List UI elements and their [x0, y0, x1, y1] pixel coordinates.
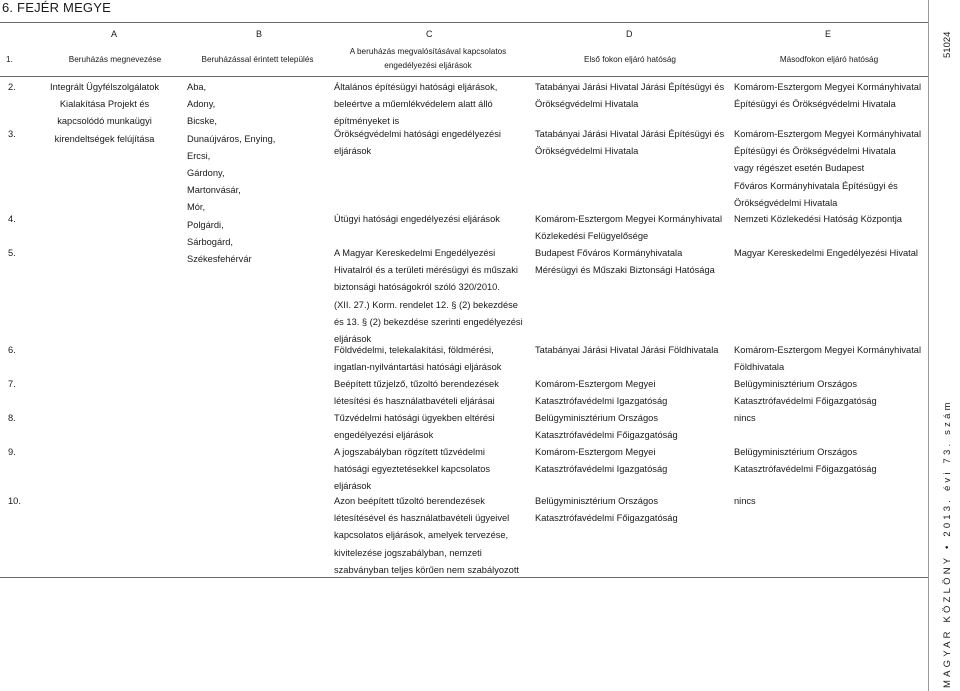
second-instance-cell: Belügyminisztérium Országos Katasztrófavédelmi Főigazgatóság	[734, 379, 877, 407]
first-instance-cell: Budapest Főváros Kormányhivatala Mérésügyi és Műszaki Biztonsági Hatósága	[535, 248, 715, 276]
row-number: 8.	[8, 413, 16, 423]
procedure-cell: A Magyar Kereskedelmi Engedélyezési Hivatalról és a területi mérésügyi és műszaki biztonsági hatóságokról szóló 320/2010. (XII. 27.) Korm. rendelet 12. § (2) bekezdése és 13. § (2) bekezdése szerinti engedélyezési eljárások	[334, 248, 523, 345]
procedure-cell: Útügyi hatósági engedélyezési eljárások	[334, 214, 500, 224]
procedure-cell: Örökségvédelmi hatósági engedélyezési eljárások	[334, 129, 501, 157]
row-number: 5.	[8, 248, 16, 258]
first-instance-cell: Tatabányai Járási Hivatal Járási Építésügyi és Örökségvédelmi Hivatala	[535, 82, 725, 110]
header-bottom-rule	[0, 76, 928, 77]
second-instance-cell: nincs	[734, 496, 756, 506]
header-settlements: Beruházással érintett település	[201, 55, 314, 64]
header-project-name: Beruházás megnevezése	[68, 55, 162, 64]
procedure-cell: Földvédelmi, telekalakítási, földmérési, ingatlan-nyilvántartási hatósági eljárások	[334, 345, 502, 373]
header-procedures: A beruházás megvalósításával kapcsolatos engedélyezési eljárások	[349, 47, 507, 70]
header-second-instance: Másodfokon eljáró hatóság	[779, 55, 879, 64]
header-first-instance: Első fokon eljáró hatóság	[584, 55, 676, 64]
table-top-rule	[0, 22, 928, 23]
first-instance-cell: Komárom-Esztergom Megyei Kormányhivatal Közlekedési Felügyelősége	[535, 214, 723, 242]
second-instance-cell: Komárom-Esztergom Megyei Kormányhivatal Földhivatala	[734, 345, 922, 373]
first-instance-cell: Tatabányai Járási Hivatal Járási Földhivatala	[535, 345, 719, 355]
first-instance-cell: Komárom-Esztergom Megyei Katasztrófavédelmi Igazgatóság	[535, 379, 668, 407]
second-instance-cell: Magyar Kereskedelmi Engedélyezési Hivatal	[734, 248, 918, 258]
second-instance-cell: Komárom-Esztergom Megyei Kormányhivatal Építésügyi és Örökségvédelmi Hivatala	[734, 82, 922, 110]
row-number: 9.	[8, 447, 16, 457]
project-name: Integrált Ügyfélszolgálatok Kialakítása Projekt és kapcsolódó munkaügyi kirendeltségek felújítása	[50, 82, 160, 144]
first-instance-cell: Komárom-Esztergom Megyei Katasztrófavédelmi Igazgatóság	[535, 447, 668, 475]
second-instance-cell: Belügyminisztérium Országos Katasztrófavédelmi Főigazgatóság	[734, 447, 877, 475]
row-number: 6.	[8, 345, 16, 355]
column-letter-a: A	[111, 29, 118, 39]
second-instance-cell: Nemzeti Közlekedési Hatóság Központja	[734, 214, 902, 224]
settlements-list: Aba, Adony, Bicske, Dunaújváros, Enying, Ercsi, Gárdony, Martonvásár, Mór, Polgárdi, Sárbogárd, Székesfehérvár	[187, 82, 276, 265]
row-number: 4.	[8, 214, 16, 224]
row-number: 2.	[8, 82, 16, 92]
column-letter-e: E	[825, 29, 832, 39]
procedure-cell: A jogszabályban rögzített tűzvédelmi hatósági egyeztetésekkel kapcsolatos eljárások	[334, 447, 491, 492]
procedure-cell: Tűzvédelmi hatósági ügyekben eltérési engedélyezési eljárások	[334, 413, 495, 441]
page-number: 51024	[942, 31, 953, 58]
page-title: 6. FEJÉR MEGYE	[2, 0, 111, 15]
column-letter-b: B	[256, 29, 263, 39]
row-number: 3.	[8, 129, 16, 139]
procedure-cell: Azon beépített tűzoltó berendezések létesítésével és használatbavételi ügyeivel kapcsolatos eljárások, amelyek tervezése, kivitelezése jogszabályban, nemzeti szabványban teljes körűen nem szabályozott	[334, 496, 520, 575]
procedure-cell: Általános építésügyi hatósági eljárások, beleértve a műemlékvédelem alatt álló építményeket is	[334, 82, 498, 127]
first-instance-cell: Belügyminisztérium Országos Katasztrófavédelmi Főigazgatóság	[535, 496, 678, 524]
second-instance-cell: nincs	[734, 413, 756, 423]
row-number: 7.	[8, 379, 16, 389]
first-instance-cell: Belügyminisztérium Országos Katasztrófavédelmi Főigazgatóság	[535, 413, 678, 441]
header-row-number: 1.	[6, 55, 13, 64]
second-instance-cell: Komárom-Esztergom Megyei Kormányhivatal Építésügyi és Örökségvédelmi Hivatala vagy régészet esetén Budapest Főváros Kormányhivatala Építésügyi és Örökségvédelmi Hivatala	[734, 129, 922, 208]
first-instance-cell: Tatabányai Járási Hivatal Járási Építésügyi és Örökségvédelmi Hivatala	[535, 129, 725, 157]
side-divider	[928, 0, 929, 691]
column-letter-d: D	[626, 29, 633, 39]
journal-title: MAGYAR KÖZLÖNY • 2013. évi 73. szám	[942, 399, 953, 688]
row-number: 10.	[8, 496, 21, 506]
column-letter-c: C	[426, 29, 433, 39]
procedure-cell: Beépített tűzjelző, tűzoltó berendezések létesítési és használatbavételi eljárásai	[334, 379, 499, 407]
